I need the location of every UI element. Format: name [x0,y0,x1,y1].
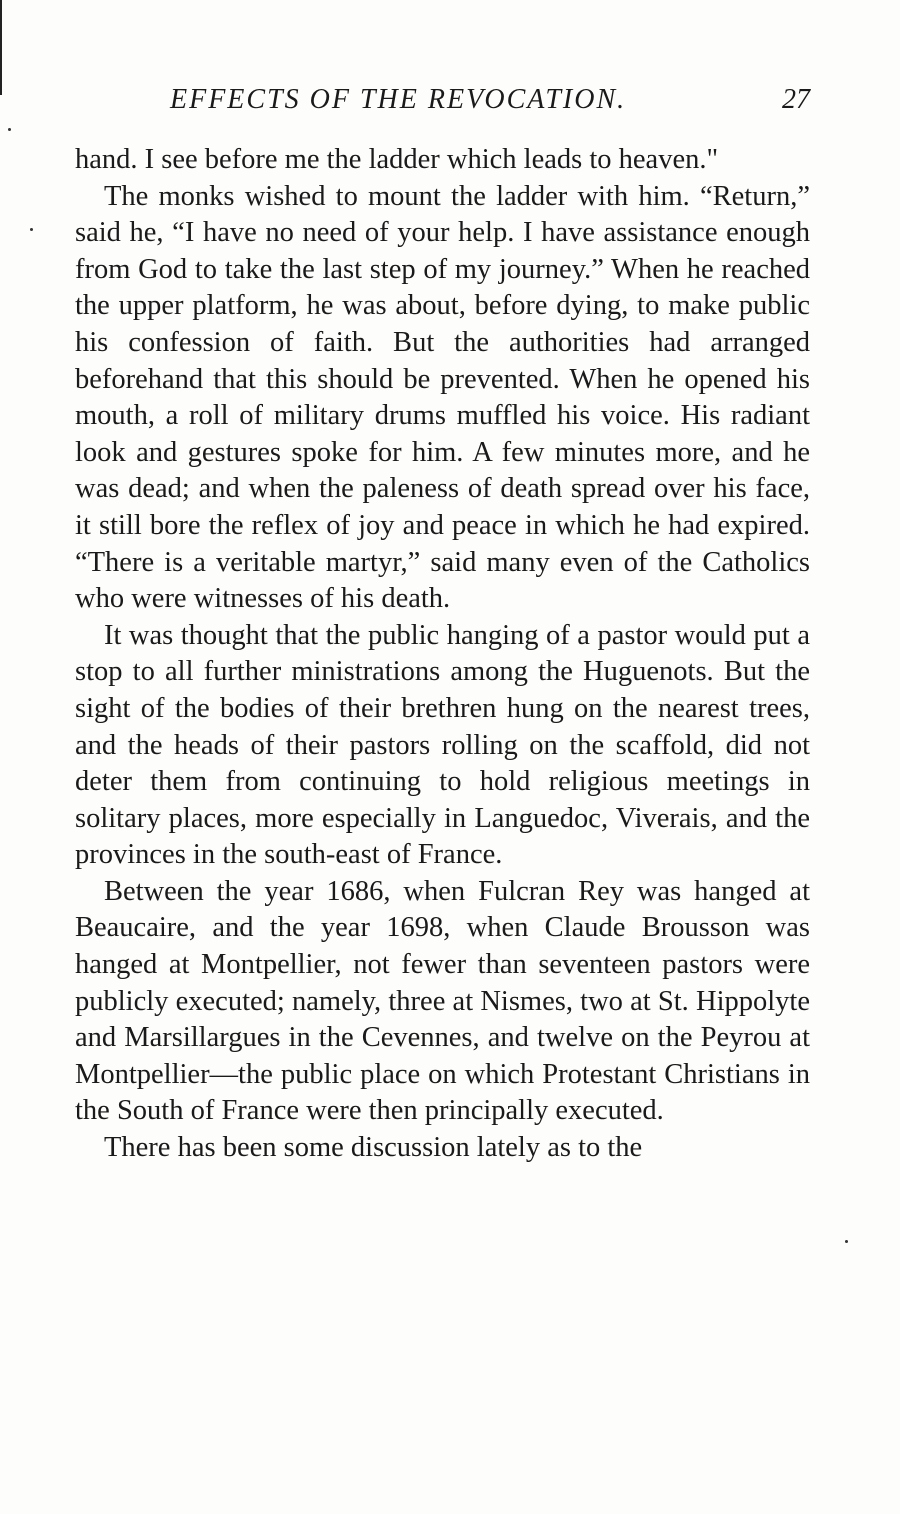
paragraph-executions: Between the year 1686, when Fulcran Rey was hanged at Beaucaire, and the year 1698, when Claude Brousson was hanged at Montpellier, not fewer than seventeen pastors were publicly executed; namely, three at Nismes, two at St. Hippolyte and Marsillargues in the Cevennes, and twelve on the Peyrou at Montpellier—the public place on which Protestant Christians in the South of France were then principally executed. [75,875,810,1127]
scan-speck [30,228,33,231]
paragraph-discussion: There has been some discussion lately as to the [104,1132,643,1164]
page-number: 27 [782,84,810,115]
scan-edge-line [0,0,2,95]
paragraph-monks: The monks wished to mount the ladder with him. “Return,” said he, “I have no need of your help. I have assistance enough from God to take the last step of my journey.” When he reached the upper platform, he was about, before dying, to make public his confession of faith. But the authorities had arranged beforehand that this should be prevented. When he opened his mouth, a roll of military drums muffled his voice. His radiant look and gestures spoke for him. A few minutes more, and he was dead; and when the paleness of death spread over his face, it still bore the reflex of joy and peace in which he had expired. “There is a veritable martyr,” said many even of the Catholics who were witnesses of his death. [75,180,810,615]
scan-speck [845,1240,848,1243]
paragraph-public-hanging: It was thought that the public hanging of a pastor would put a stop to all further ministrations among the Huguenots. But the sight of the bodies of their brethren hung on the nearest trees, and the heads of their pastors rolling on the scaffold, did not deter them from continuing to hold religious meetings in solitary places, more especially in Languedoc, Viverais, and the provinces in the south-east of France. [75,619,810,871]
running-title: EFFECTS OF THE REVOCATION. [170,84,627,115]
scan-speck [8,128,11,131]
paragraph-continuation: hand. I see before me the ladder which leads to heaven." [75,144,719,175]
body-text [75,142,810,1167]
running-header [75,80,810,124]
